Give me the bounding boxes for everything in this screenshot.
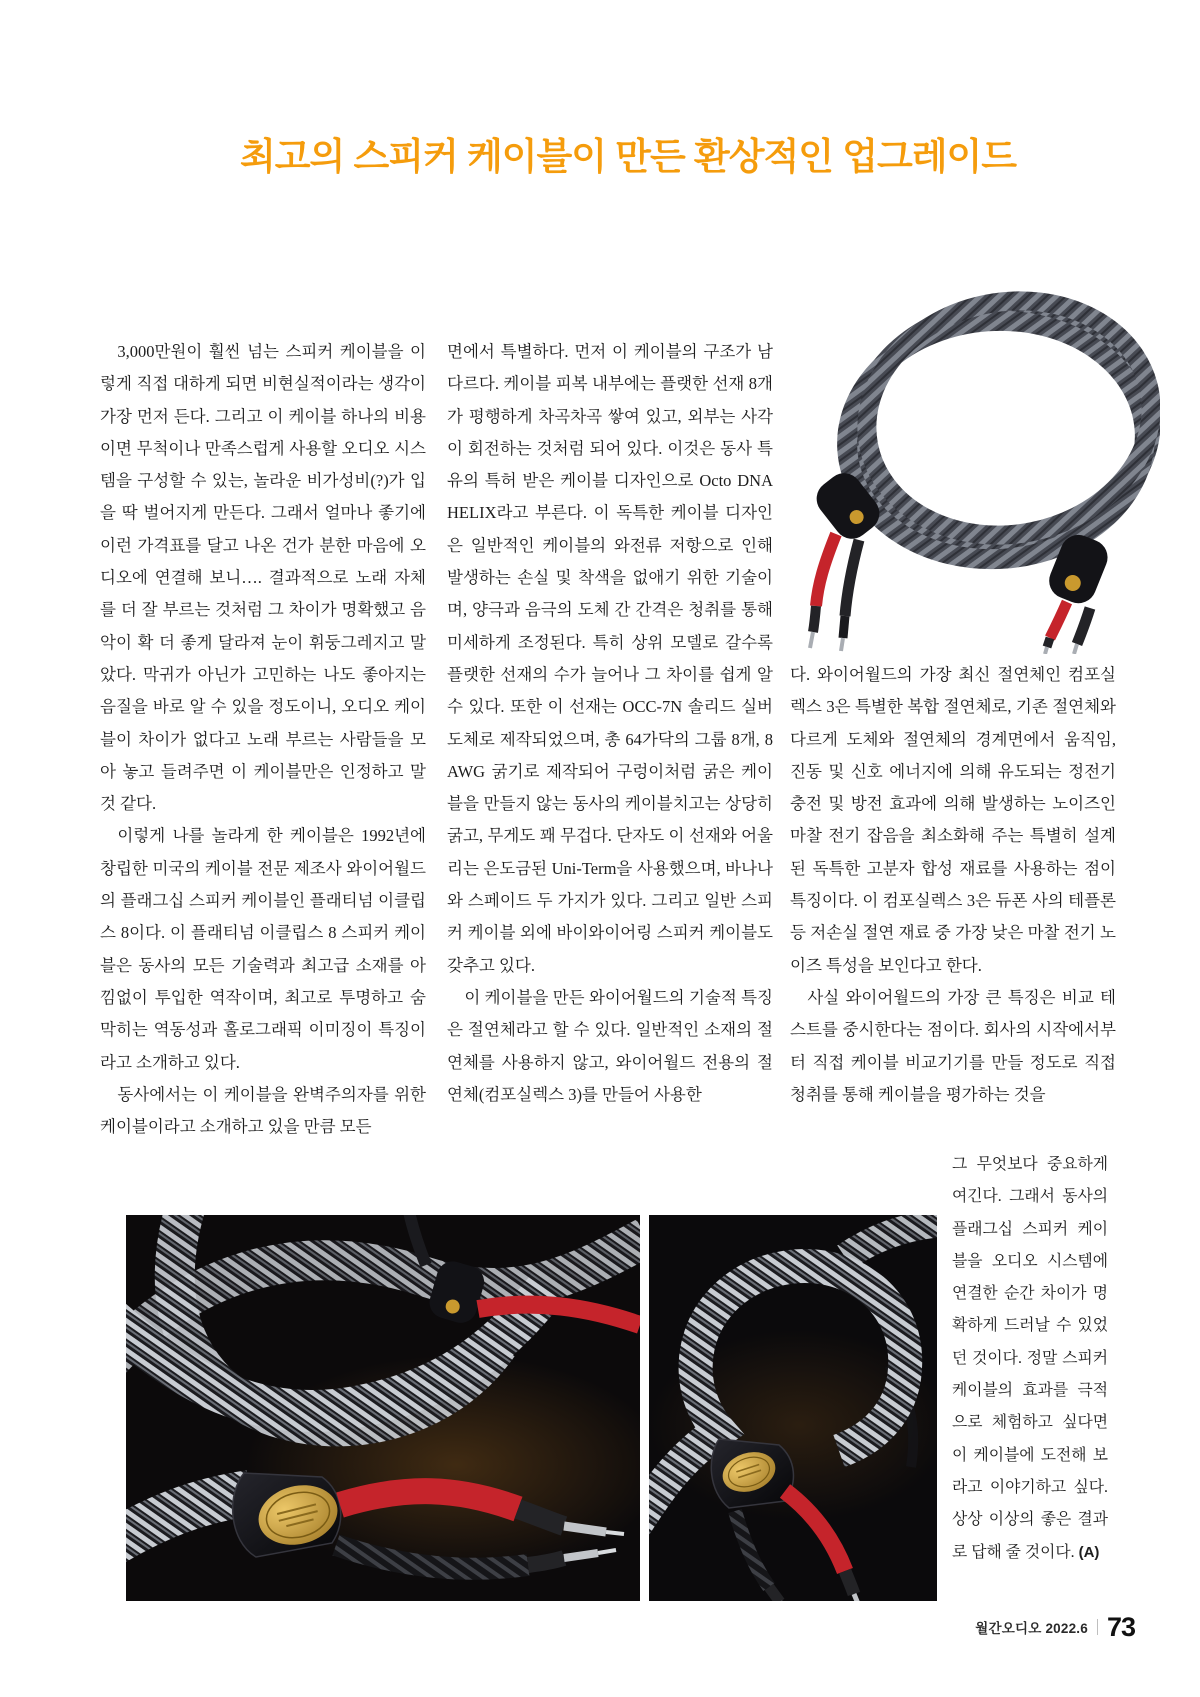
article-title: 최고의 스피커 케이블이 만든 환상적인 업그레이드 [240,136,1016,177]
paragraph: 다. 와이어월드의 가장 최신 절연체인 컴포실렉스 3은 특별한 복합 절연체로, 기존 절연체와 다르게 도체와 절연체의 경계면에서 움직임, 진동 및 신호 에너지에 의해 유도되는 정전기 충전 및 방전 효과에 의해 발생하는 노이즈인 마찰 전기 잡음을 최소화해 주는 특별히 설계된 독특한 고분자 합성 재료를 사용하는 점이 특징이다. 이 컴포실렉스 3은 듀폰 사의 테플론 등 저손실 절연 재료 중 가장 낮은 마찰 전기 노이즈 특성을 보인다고 한다. [790,665,1116,975]
page-number: 73 [1106,1611,1135,1642]
paragraph [952,1149,1108,1569]
article-end-mark: (A) [1078,1543,1100,1561]
narrow-text: 그 무엇보다 중요하게 여긴다. 그래서 동사의 플래그십 스피커 케이블을 오디오 시스템에 연결한 순간 차이가 명확하게 드러날 수 있었던 것이다. 정말 스피커 케이블의 효과를 극적으로 체험하고 싶다면 이 케이블에 도전해 보라고 이야기하고 싶다. 상상 이상의 좋은 결과로 답해 줄 것이다. [952,1156,1108,1561]
cable-closeup-left-illustration [126,1215,640,1601]
magazine-name-date: 월간오디오 2022.6 [975,1621,1088,1636]
paragraph: 이렇게 나를 놀라게 한 케이블은 1992년에 창립한 미국의 케이블 전문 제조사 와이어월드의 플래그십 스피커 케이블인 플래티넘 이클립스 8이다. 이 플래티넘 이클립스 8 스피커 케이블은 동사의 모든 기술력과 최고급 소재를 아낌없이 투입한 역작이며, 최고로 투명하고 숨 막히는 역동성과 홀로그래픽 이미징이 특징이라고 소개하고 있다. [100,826,426,1072]
text-column-1 [100,336,426,1143]
photo-cable-closeup-left [126,1215,640,1601]
cable-coil-illustration [766,270,1160,654]
text-column-narrow [952,1149,1108,1569]
paragraph: 동사에서는 이 케이블을 완벽주의자를 위한 케이블이라고 소개하고 있을 만큼 모든 [100,1084,426,1137]
paragraph: 이 케이블을 만든 와이어월드의 기술적 특징은 절연체라고 할 수 있다. 일반적인 소재의 절연체를 사용하지 않고, 와이어월드 전용의 절연체(컴포실렉스 3)를 만들어 사용한 [447,987,773,1104]
paragraph: 3,000만원이 훨씬 넘는 스피커 케이블을 이렇게 직접 대하게 되면 비현실적이라는 생각이 가장 먼저 든다. 그리고 이 케이블 하나의 비용이면 무척이나 만족스럽게 사용할 오디오 시스템을 구성할 수 있는, 놀라운 비가성비(?)가 입을 딱 벌어지게 만든다. 그래서 얼마나 좋기에 이런 가격표를 달고 나온 건가 분한 마음에 오디오에 연결해 보니…. 결과적으로 노래 자체를 더 잘 부르는 것처럼 그 차이가 명확했고 음악이 확 더 좋게 달라져 눈이 휘둥그레지고 말았다. 막귀가 아닌가 고민하는 나도 좋아지는 음질을 바로 알 수 있을 정도이니, 오디오 케이블이 차이가 없다고 노래 부르는 사람들을 모아 놓고 들려주면 이 케이블만은 인정하고 말 것 같다. [100,342,426,814]
cable-closeup-middle-illustration [649,1215,937,1601]
text-column-2 [447,336,773,1111]
footer-divider [1097,1619,1098,1635]
paragraph: 면에서 특별하다. 먼저 이 케이블의 구조가 남다르다. 케이블 피복 내부에는 플랫한 선재 8개가 평행하게 차곡차곡 쌓여 있고, 외부는 사각이 회전하는 것처럼 되어 있다. 이것은 동사 특유의 특허 받은 케이블 디자인으로 Octo DNA HELIX라고 부른다. 이 독특한 케이블 디자인은 일반적인 케이블의 와전류 저항으로 인해 발생하는 손실 및 착색을 없애기 위한 기술이며, 양극과 음극의 도체 간 간격은 청취를 통해 미세하게 조정된다. 특히 상위 모델로 갈수록 플랫한 선재의 수가 늘어나 그 차이를 쉽게 알 수 있다. 또한 이 선재는 OCC-7N 솔리드 실버 도체로 제작되었으며, 총 64가닥의 그룹 8개, 8AWG 굵기로 제작되어 구렁이처럼 굵은 케이블을 만들지 않는 동사의 케이블치고는 상당히 굵고, 무게도 꽤 무겁다. 단자도 이 선재와 어울리는 은도금된 Uni-Term을 사용했으며, 바나나와 스페이드 두 가지가 있다. 그리고 일반 스피커 케이블 외에 바이와이어링 스피커 케이블도 갖추고 있다. [447,342,773,975]
page-footer [700,1610,1135,1644]
photo-cable-closeup-middle [649,1215,937,1601]
paragraph: 사실 와이어월드의 가장 큰 특징은 비교 테스트를 중시한다는 점이다. 회사의 시작에서부터 직접 케이블 비교기기를 만들 정도로 직접 청취를 통해 케이블을 평가하는 것을 [790,987,1116,1104]
product-photo-cable-coil [766,270,1160,654]
